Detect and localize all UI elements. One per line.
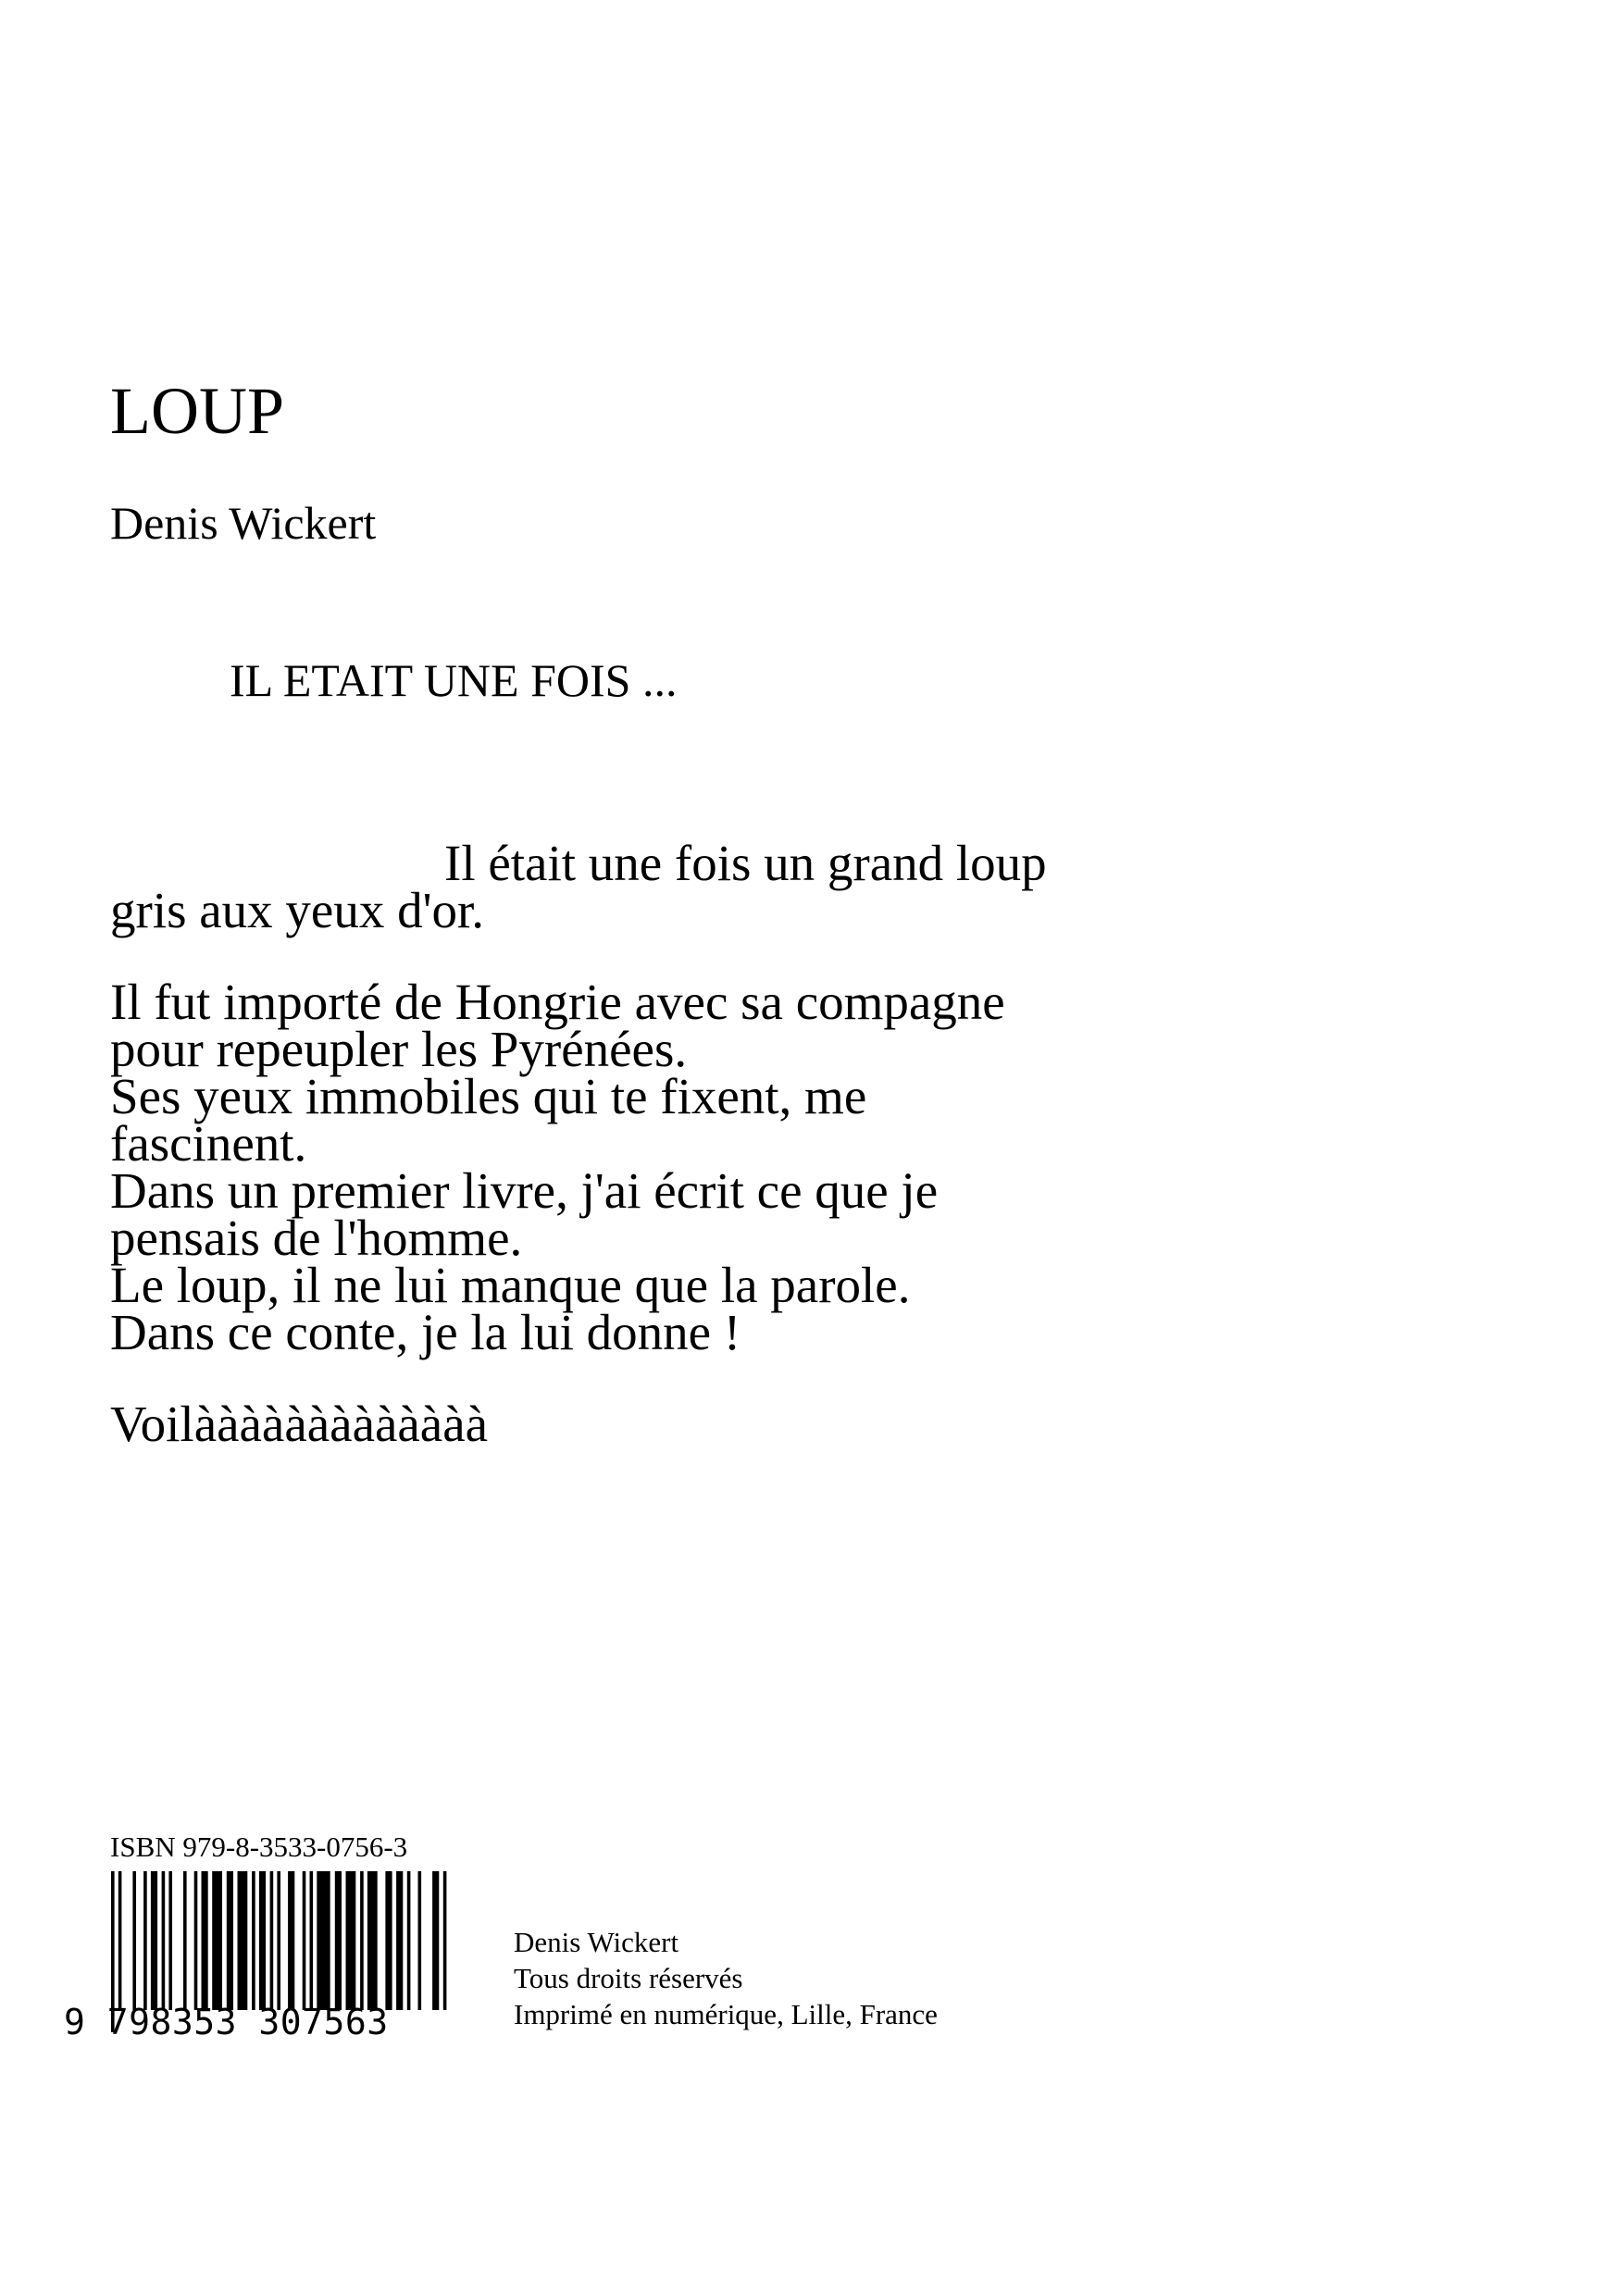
blurb-line: pensais de l'homme. bbox=[110, 1210, 523, 1266]
barcode-bar bbox=[346, 1871, 356, 2010]
barcode-bar bbox=[277, 1871, 280, 2010]
book-title: LOUP bbox=[110, 374, 285, 448]
barcode-bar bbox=[418, 1871, 422, 2010]
barcode-digits: 9 798353 307563 bbox=[64, 2002, 389, 2042]
barcode-bar bbox=[238, 1871, 248, 2010]
barcode-bar bbox=[310, 1871, 314, 2010]
barcode-bar bbox=[443, 1871, 447, 2010]
isbn-label: ISBN 979-8-3533-0756-3 bbox=[110, 1831, 408, 1863]
barcode-bar bbox=[317, 1871, 330, 2010]
blurb-text bbox=[110, 835, 1221, 1452]
blurb-line: Il fut importé de Hongrie avec sa compagne bbox=[110, 974, 1005, 1030]
colophon-printing: Imprimé en numérique, Lille, France bbox=[514, 1998, 938, 2030]
barcode-bar bbox=[168, 1871, 172, 2010]
blurb-line: Dans ce conte, je la lui donne ! bbox=[110, 1304, 741, 1360]
blurb-line: Ses yeux immobiles qui te fixent, me bbox=[110, 1068, 867, 1124]
barcode-bar bbox=[270, 1871, 274, 2010]
barcode-bar bbox=[118, 1871, 122, 2010]
blurb-line: Le loup, il ne lui manque que la parole. bbox=[110, 1257, 911, 1313]
blurb-line: gris aux yeux d'or. bbox=[110, 882, 485, 938]
blurb-line: Il était une fois un grand loup bbox=[444, 835, 1047, 891]
barcode-bar bbox=[303, 1871, 306, 2010]
barcode-bar bbox=[288, 1871, 294, 2010]
blurb-line: Dans un premier livre, j'ai écrit ce que je bbox=[110, 1162, 939, 1219]
barcode-bar bbox=[252, 1871, 255, 2010]
barcode-bar bbox=[151, 1871, 157, 2010]
barcode-bar bbox=[335, 1871, 342, 2010]
colophon-rights: Tous droits réservés bbox=[514, 1962, 743, 1994]
barcode-bar bbox=[360, 1871, 364, 2010]
barcode-bar bbox=[407, 1871, 411, 2010]
blurb-line: fascinent. bbox=[110, 1115, 307, 1172]
barcode-bar bbox=[194, 1871, 198, 2010]
barcode-bar bbox=[132, 1871, 136, 2010]
blurb-line: Voilààààààààààààà bbox=[110, 1396, 489, 1452]
barcode-bar bbox=[143, 1871, 147, 2010]
colophon-name: Denis Wickert bbox=[514, 1926, 679, 1958]
barcode-bar bbox=[202, 1871, 208, 2010]
barcode-bar bbox=[396, 1871, 403, 2010]
book-author: Denis Wickert bbox=[110, 497, 377, 549]
chapter-heading: IL ETAIT UNE FOIS ... bbox=[230, 654, 678, 706]
barcode-bar bbox=[183, 1871, 187, 2010]
barcode-bar bbox=[432, 1871, 439, 2010]
barcode-bar bbox=[367, 1871, 378, 2010]
barcode-bar bbox=[259, 1871, 266, 2010]
colophon bbox=[514, 1924, 938, 2032]
blurb-line: pour repeupler les Pyrénées. bbox=[110, 1021, 688, 1077]
barcode-bar bbox=[227, 1871, 233, 2010]
barcode-bar bbox=[162, 1871, 166, 2010]
barcode-bar bbox=[385, 1871, 392, 2010]
barcode-bar bbox=[212, 1871, 222, 2010]
